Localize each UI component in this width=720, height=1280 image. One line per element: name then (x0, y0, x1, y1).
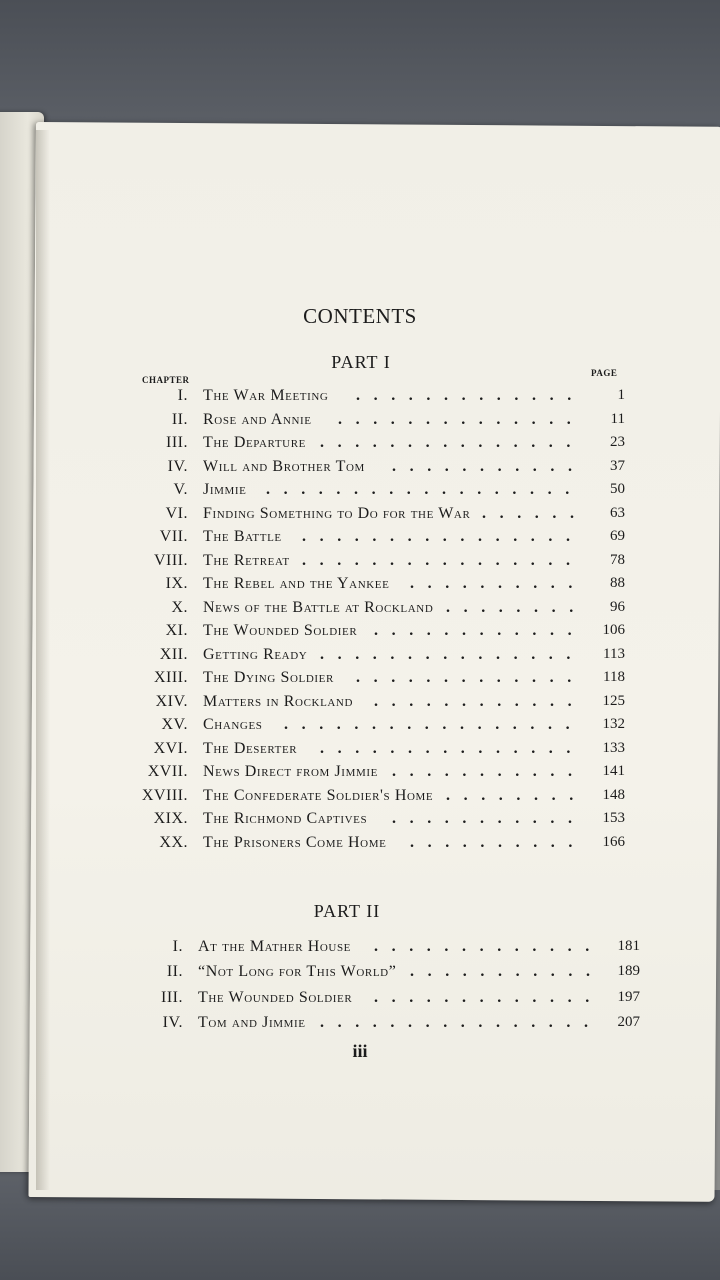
leader-dots: ............ (374, 693, 586, 710)
chapter-number: I. (177, 387, 188, 404)
chapter-number: XX. (159, 834, 188, 851)
chapter-number: IV. (162, 1014, 183, 1031)
leader-dots: ................ (302, 552, 584, 569)
part-1-heading: PART I (331, 352, 391, 372)
page-number: 207 (617, 1014, 640, 1030)
page-number: 181 (617, 938, 640, 954)
page-number: 96 (610, 599, 625, 615)
part-2-heading: PART II (313, 901, 381, 921)
toc-entry (0, 938, 720, 960)
page-number: 63 (610, 505, 625, 521)
toc-entry (0, 458, 720, 480)
toc-entry (0, 763, 720, 785)
page-number: 132 (602, 716, 625, 732)
chapter-number: XI. (165, 622, 188, 639)
page-number: 50 (610, 481, 625, 497)
page-number: 11 (610, 411, 625, 427)
toc-entry (0, 669, 720, 691)
chapter-title: The War Meeting (203, 387, 329, 404)
toc-entry (0, 693, 720, 715)
chapter-number: XIX. (153, 810, 188, 827)
chapter-number: I. (172, 938, 183, 955)
chapter-number: III. (166, 434, 188, 451)
toc-entry (0, 575, 720, 597)
chapter-title: The Wounded Soldier (198, 989, 353, 1006)
toc-entry (0, 505, 720, 527)
toc-entry (0, 810, 720, 832)
toc-entry (0, 963, 720, 985)
toc-entry (0, 387, 720, 409)
chapter-title: News of the Battle at Rockland (203, 599, 434, 616)
chapter-title: Tom and Jimmie (198, 1014, 306, 1031)
leader-dots: ........ (446, 787, 587, 804)
chapter-title: Getting Ready (203, 646, 308, 663)
chapter-number: VII. (159, 528, 188, 545)
chapter-number: II. (166, 963, 183, 980)
toc-entry (0, 787, 720, 809)
toc-entry (0, 528, 720, 550)
toc-entry (0, 740, 720, 762)
leader-dots: ........... (392, 810, 586, 827)
contents-title: CONTENTS (303, 304, 417, 328)
leader-dots: ............. (374, 938, 603, 955)
toc-entry (0, 481, 720, 503)
leader-dots: ............. (374, 989, 603, 1006)
toc-entry (0, 646, 720, 668)
chapter-title: At the Mather House (198, 938, 352, 955)
leader-dots: ............... (320, 740, 584, 757)
chapter-number: X. (171, 599, 188, 616)
chapter-title: The Confederate Soldier's Home (203, 787, 434, 804)
page-number: 166 (602, 834, 625, 850)
page-number: 69 (610, 528, 625, 544)
page-number: 133 (602, 740, 625, 756)
chapter-number: VI. (165, 505, 188, 522)
toc-entry (0, 411, 720, 433)
leader-dots: ........... (410, 963, 604, 980)
toc-entry (0, 622, 720, 644)
leader-dots: ........ (446, 599, 587, 616)
chapter-title: The Rebel and the Yankee (203, 575, 390, 592)
leader-dots: ...... (482, 505, 588, 522)
chapter-number: XIV. (155, 693, 188, 710)
chapter-number: XVII. (147, 763, 188, 780)
page-number: 141 (602, 763, 625, 779)
chapter-title: News Direct from Jimmie (203, 763, 378, 780)
leader-dots: .......... (410, 575, 586, 592)
chapter-number: IX. (165, 575, 188, 592)
leader-dots: ............ (374, 622, 586, 639)
chapter-number: XIII. (153, 669, 188, 686)
chapter-title: The Battle (203, 528, 282, 545)
toc-entry (0, 599, 720, 621)
chapter-title: The Departure (203, 434, 306, 451)
leader-dots: ................. (284, 716, 584, 733)
chapter-title: “Not Long for This World” (198, 963, 397, 980)
chapter-title: Finding Something to Do for the War (203, 505, 471, 522)
toc-entry (0, 834, 720, 856)
page-folio: iii (352, 1041, 368, 1061)
chapter-title: Will and Brother Tom (203, 458, 365, 475)
chapter-number: XVIII. (141, 787, 188, 804)
chapter-title: Rose and Annie (203, 411, 312, 428)
background-surface-top (0, 0, 720, 140)
chapter-title: The Prisoners Come Home (203, 834, 387, 851)
toc-entry (0, 434, 720, 456)
leader-dots: ........... (392, 458, 586, 475)
page-number: 189 (617, 963, 640, 979)
chapter-number: III. (161, 989, 183, 1006)
page-number: 118 (603, 669, 625, 685)
chapter-title: The Deserter (203, 740, 298, 757)
leader-dots: ............. (356, 387, 585, 404)
toc-entry (0, 1014, 720, 1036)
leader-dots: ............. (356, 669, 585, 686)
page-number: 148 (602, 787, 625, 803)
leader-dots: .......... (410, 834, 586, 851)
page-number: 113 (603, 646, 625, 662)
chapter-title: Matters in Rockland (203, 693, 354, 710)
chapter-column-label: CHAPTER (142, 375, 190, 385)
chapter-number: XV. (161, 716, 188, 733)
chapter-title: The Retreat (203, 552, 290, 569)
toc-entry (0, 989, 720, 1011)
chapter-number: II. (171, 411, 188, 428)
chapter-number: XVI. (153, 740, 188, 757)
page-number: 37 (610, 458, 625, 474)
chapter-number: XII. (159, 646, 188, 663)
page-number: 125 (602, 693, 625, 709)
leader-dots: ................ (320, 1014, 602, 1031)
chapter-title: The Richmond Captives (203, 810, 368, 827)
leader-dots: ................ (302, 528, 584, 545)
chapter-number: V. (173, 481, 188, 498)
leader-dots: .................. (266, 481, 583, 498)
page-column-label: PAGE (591, 368, 618, 378)
leader-dots: .............. (338, 411, 585, 428)
chapter-title: The Dying Soldier (203, 669, 334, 686)
page-number: 78 (610, 552, 625, 568)
page-number: 88 (610, 575, 625, 591)
chapter-title: The Wounded Soldier (203, 622, 358, 639)
chapter-number: VIII. (153, 552, 188, 569)
leader-dots: ........... (392, 763, 586, 780)
page-number: 106 (602, 622, 625, 638)
leader-dots: ............... (320, 434, 584, 451)
chapter-title: Jimmie (203, 481, 247, 498)
page-number: 197 (617, 989, 640, 1005)
leader-dots: ............... (320, 646, 584, 663)
page-number: 153 (602, 810, 625, 826)
page-number: 1 (617, 387, 625, 403)
toc-entry (0, 716, 720, 738)
chapter-number: IV. (167, 458, 188, 475)
chapter-title: Changes (203, 716, 263, 733)
page-number: 23 (610, 434, 625, 450)
toc-entry (0, 552, 720, 574)
